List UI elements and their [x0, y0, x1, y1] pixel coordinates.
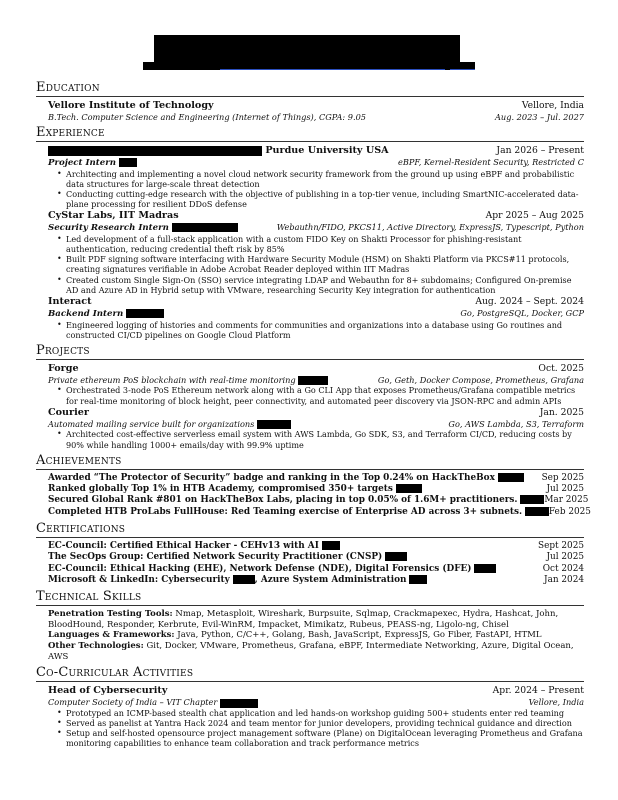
- degree: B.Tech. Computer Science and Engineering (Internet of Things), CGPA: 9.05: [48, 112, 367, 122]
- school-location: Vellore, India: [521, 100, 584, 111]
- list-item: • Served as panelist at Yantra Hack 2024 and team mentor for junior developers, providing technical guidance and direction: [66, 718, 584, 728]
- achievement-text: Ranked globally Top 1% in HTB Academy, compromised 350+ targets: [48, 484, 393, 495]
- list-item: • Setup and self-hosted opensource project management software (Plane) on DigitalOcean leveraging Prometheus and Grafana monitoring capabilities to enhance team collaboration and track performance metrics: [66, 728, 584, 748]
- redacted-text: [48, 146, 262, 156]
- redacted-text: [119, 158, 137, 167]
- redacted-text: [126, 309, 164, 318]
- certification-text: EC-Council: Certified Ethical Hacker - CEHv13 with AI: [48, 540, 319, 551]
- job-org: Interact: [48, 296, 92, 308]
- section-title: Projects: [36, 344, 584, 360]
- achievements-section: [36, 452, 591, 518]
- redacted-text: [520, 495, 544, 504]
- activity-dates: Apr. 2024 – Present: [492, 685, 584, 697]
- project-tech: Go, AWS Lambda, S3, Terraform: [448, 418, 584, 429]
- achievement-text: Secured Global Rank #801 on HackTheBox Labs, placing in top 0.05% of 1.6M+ practitioners.: [48, 495, 518, 506]
- contact-link-underline[interactable]: [450, 69, 475, 70]
- list-item: • Architected cost-effective serverless email system with AWS Lambda, Go SDK, S3, and Terraform CI/CD, reducing costs by 90% while handling 1000+ emails/day with 99.9% uptime: [66, 429, 584, 449]
- certification-text: Microsoft & LinkedIn: Cybersecurity: [48, 574, 230, 585]
- section-title: Co-Curricular Activities: [36, 666, 584, 682]
- achievement-date: Jul 2025: [546, 484, 584, 495]
- list-item: • Orchestrated 3-node PoS Ethereum network along with a Go CLI App that exposes Prometheus/Grafana compatible metrics for real-time monitoring of block height, peer connectivity, and automated peer discovery via JSON-RPC and admin APIs: [66, 385, 584, 405]
- section-title: Certifications: [36, 522, 584, 538]
- redacted-text: [298, 376, 328, 385]
- job-tech: eBPF, Kernel-Resident Security, Restricted C: [398, 157, 584, 167]
- activity-location: Vellore, India: [528, 697, 584, 708]
- education-dates: Aug. 2023 – Jul. 2027: [495, 112, 584, 122]
- achievement-text: Completed HTB ProLabs FullHouse: Red Teaming exercise of Enterprise AD across 3+ subnets.: [48, 506, 523, 517]
- job-entry: [48, 210, 584, 295]
- certification-date: Jul 2025: [546, 552, 584, 563]
- redacted-text: [172, 223, 238, 232]
- list-item: • Engineered logging of histories and comments for communities and organizations into a database using Go routines and constructed CI/CD pipelines on Google Cloud Platform: [66, 320, 584, 340]
- section-title: Experience: [36, 126, 584, 142]
- certification-date: Jan 2024: [544, 574, 584, 585]
- certification-text: The SecOps Group: Certified Network Security Practitioner (CNSP): [48, 552, 383, 563]
- job-entry: [48, 145, 584, 209]
- skills-value: Nmap, Metasploit, Wireshark, Burpsuite, Sqlmap, Crackmapexec, Hydra, Hashcat, John, BloodHound, Responder, Kerbrute, Evil-WinRM, Impacket, Mimikatz, Rubeus, PEASS-ng, Ligolo-ng, Chisel: [48, 609, 559, 630]
- job-dates: Apr 2025 – Aug 2025: [485, 210, 584, 222]
- project-desc: Automated mailing service built for organizations: [48, 418, 255, 429]
- section-title: Education: [36, 81, 584, 97]
- project-date: Jan. 2025: [539, 406, 584, 418]
- list-item: • Prototyped an ICMP-based stealth chat application and led hands-on workshop guiding 500+ students enter red teaming: [66, 708, 584, 718]
- activity-org: Computer Society of India – VIT Chapter: [48, 697, 218, 708]
- cocurricular-section: [36, 666, 584, 748]
- activity-role: Head of Cybersecurity: [48, 685, 168, 697]
- resume-content: [36, 80, 591, 749]
- job-role: Security Research Intern: [48, 223, 169, 234]
- job-tech: Webauthn/FIDO, PKCS11, Active Directory, ExpressJS, Typescript, Python: [276, 222, 584, 233]
- project-name: Forge: [48, 362, 79, 374]
- job-org: Purdue University USA: [265, 145, 389, 156]
- skills-value: Git, Docker, VMware, Prometheus, Grafana, eBPF, Intermediate Networking, Azure, Digital Ocean, AWS: [48, 640, 574, 662]
- skills-section: [36, 590, 584, 662]
- school-name: Vellore Institute of Technology: [48, 100, 214, 111]
- job-dates: Jan 2026 – Present: [496, 145, 584, 156]
- redacted-text: [474, 564, 496, 573]
- skills-value: Java, Python, C/C++, Golang, Bash, JavaScript, ExpressJS, Go Fiber, FastAPI, HTML: [177, 630, 542, 641]
- education-section: [36, 81, 584, 122]
- certification-date: Sept 2025: [538, 540, 584, 551]
- achievement-date: Feb 2025: [548, 506, 591, 517]
- redacted-text: [525, 507, 549, 516]
- experience-section: [36, 126, 584, 340]
- skills-label: Penetration Testing Tools:: [48, 609, 173, 620]
- project-entry: [48, 363, 584, 406]
- achievement-date: Mar 2025: [544, 495, 589, 506]
- job-role: Project Intern: [48, 158, 116, 168]
- redacted-text: [322, 541, 340, 550]
- section-title: Achievements: [36, 454, 584, 470]
- achievement-date: Sep 2025: [541, 472, 584, 483]
- certification-date: Oct 2024: [542, 563, 584, 574]
- list-item: • Architecting and implementing a novel cloud network security framework from the ground up using eBPF and probabilistic data structures for large-scale threat detection: [66, 169, 584, 189]
- project-entry: [48, 407, 584, 450]
- certifications-section: [36, 522, 584, 586]
- certification-text: , Azure System Administration: [254, 574, 407, 585]
- achievement-text: Awarded “The Protector of Security” badge and ranking in the Top 0.24% on HackTheBox: [48, 472, 495, 483]
- redacted-text: [396, 484, 422, 493]
- job-entry: [48, 296, 584, 340]
- redacted-text: [385, 552, 407, 561]
- list-item: • Conducting cutting-edge research with the objective of publishing in a top-tier venue, including SmartNIC-accelerated data-plane processing for resilient DDoS defense: [66, 189, 584, 209]
- redacted-text: [233, 575, 255, 584]
- section-title: Technical Skills: [36, 590, 584, 606]
- project-tech: Go, Geth, Docker Compose, Prometheus, Grafana: [377, 374, 584, 385]
- skills-label: Languages & Frameworks:: [48, 630, 175, 641]
- redacted-text: [498, 473, 524, 482]
- project-desc: Private ethereum PoS blockchain with real-time monitoring: [48, 374, 296, 385]
- list-item: • Created custom Single Sign-On (SSO) service integrating LDAP and Webauthn for 8+ subdomains; Configured On-premise AD and Azure AD in Hybrid setup with VMware, researching Security Key integration for authentication: [66, 275, 584, 295]
- list-item: • Built PDF signing software interfacing with Hardware Security Module (HSM) on Shakti Platform via PKCS#11 protocols, creating signatures verifiable in Adobe Acrobat Reader deployed within IIT Madras: [66, 254, 584, 274]
- job-dates: Aug. 2024 – Sept. 2024: [475, 296, 584, 308]
- project-date: Oct. 2025: [538, 362, 584, 374]
- redacted-text: [409, 575, 427, 584]
- project-name: Courier: [48, 406, 89, 418]
- job-role: Backend Intern: [48, 309, 124, 320]
- contact-link-underline[interactable]: [220, 69, 445, 70]
- job-tech: Go, PostgreSQL, Docker, GCP: [460, 308, 584, 319]
- redacted-text: [257, 420, 291, 429]
- job-org: CyStar Labs, IIT Madras: [48, 210, 179, 222]
- redacted-text: [220, 699, 258, 708]
- projects-section: [36, 344, 584, 450]
- redacted-name: [154, 35, 460, 62]
- skills-label: Other Technologies:: [48, 640, 144, 651]
- certification-text: EC-Council: Ethical Hacking (EHE), Network Defense (NDE), Digital Forensics (DFE): [48, 563, 472, 574]
- list-item: • Led development of a full-stack application with a custom FIDO Key on Shakti Processor for phishing-resistant authentication, reducing credential theft risk by 85%: [66, 234, 584, 254]
